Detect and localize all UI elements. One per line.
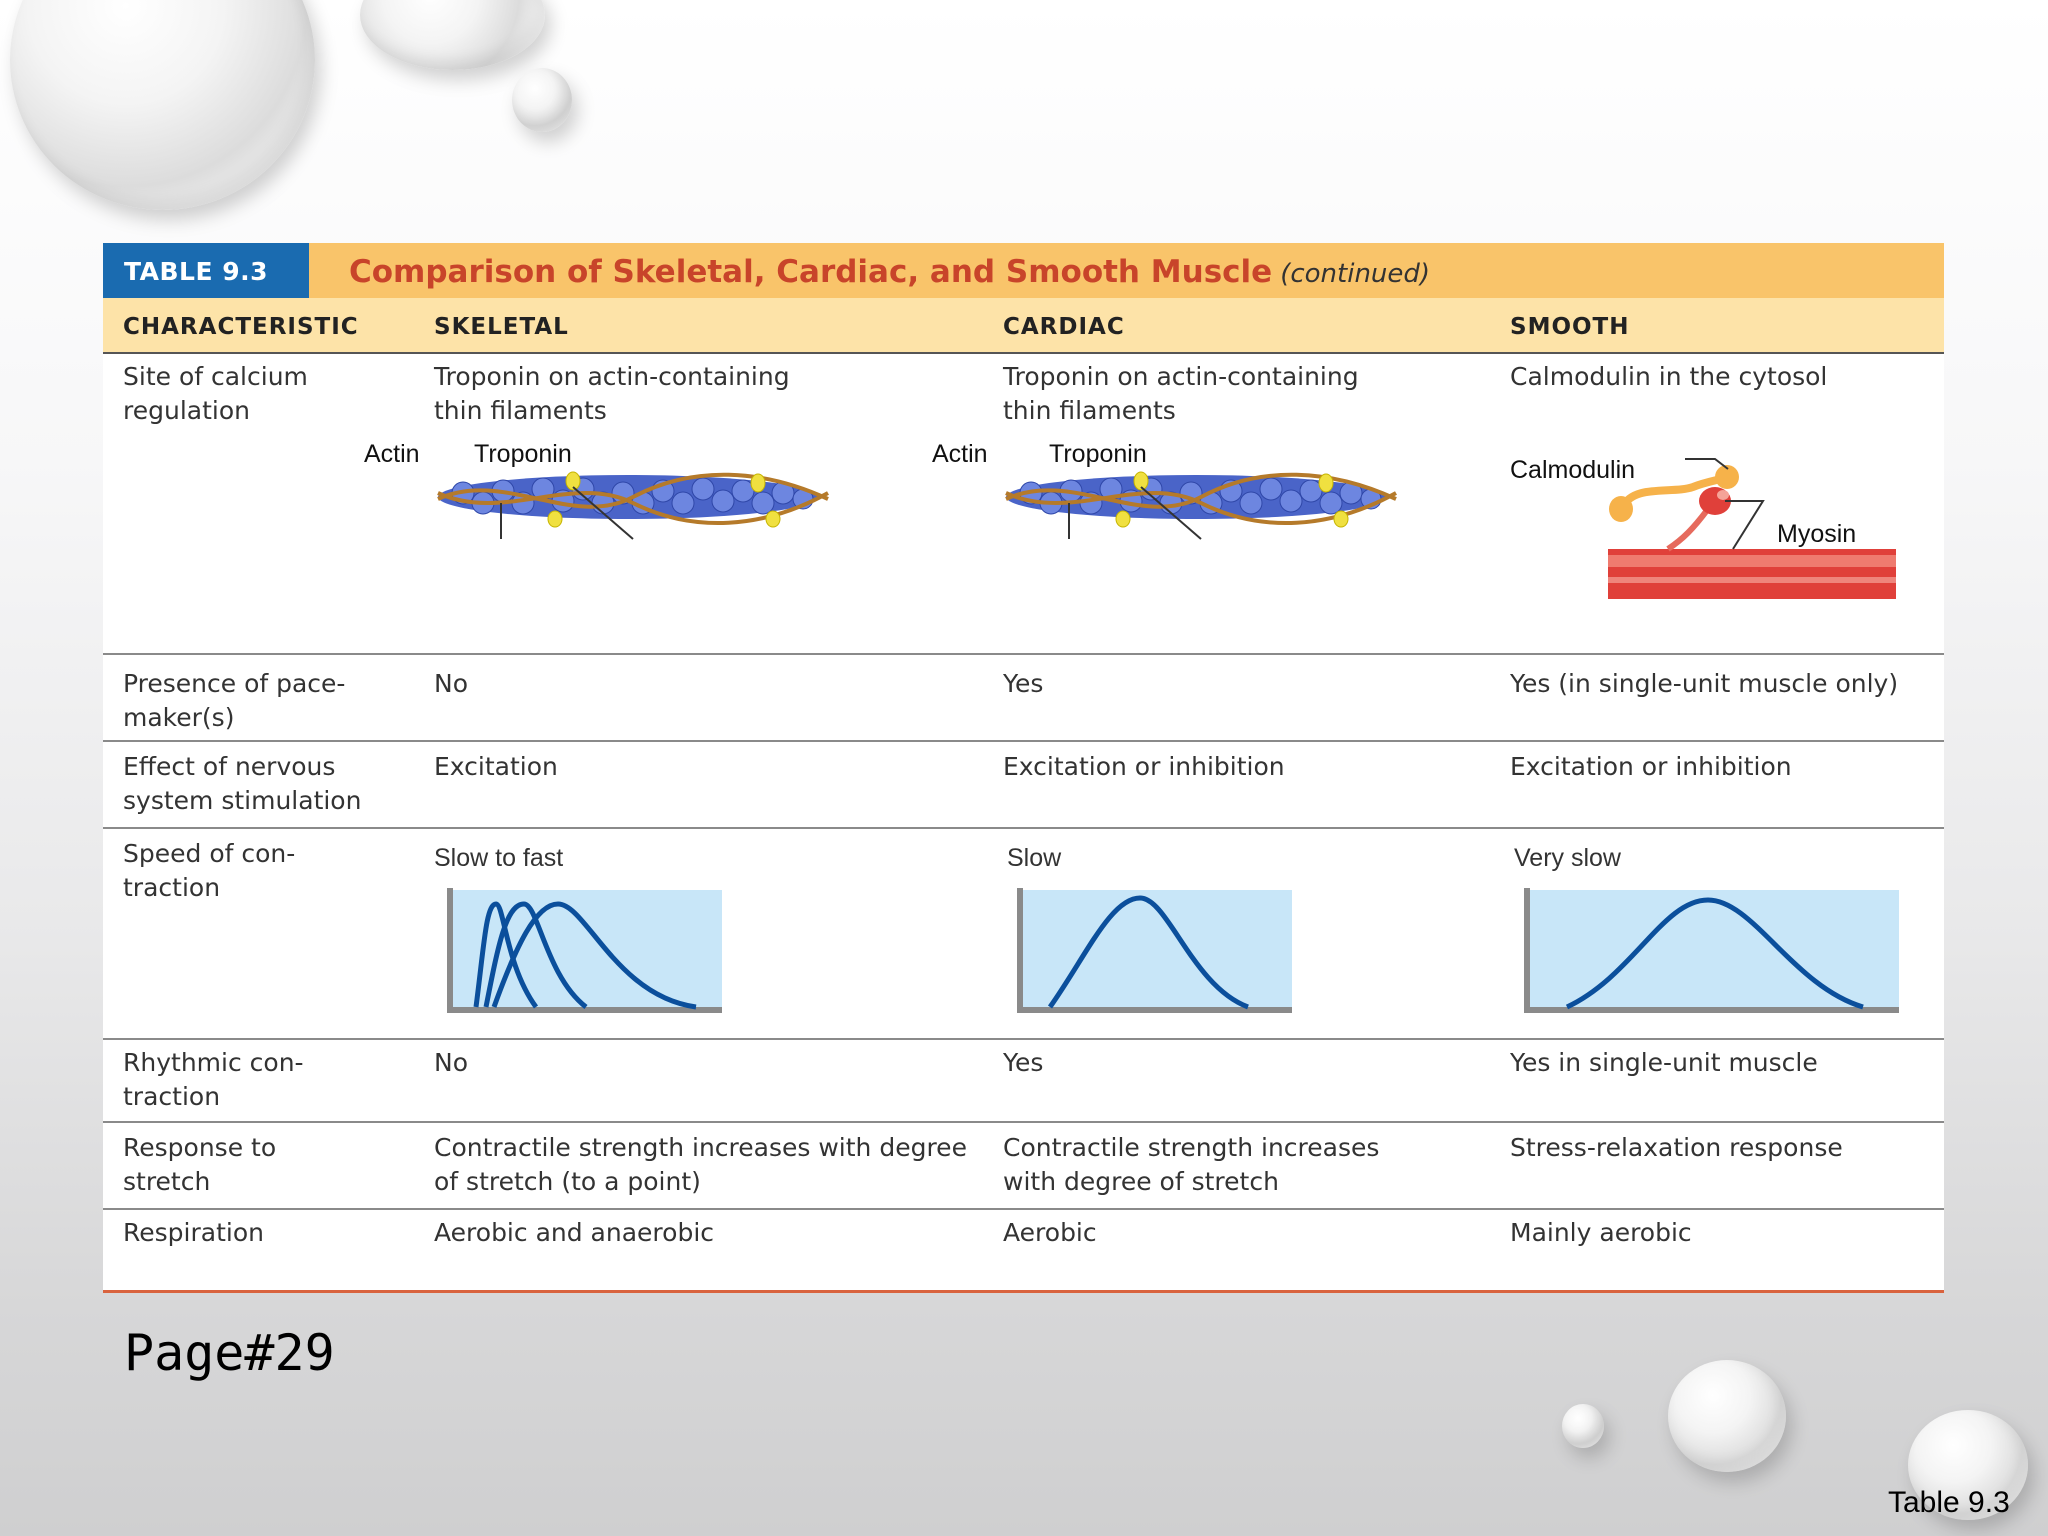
table-title — [349, 243, 1430, 298]
cell-characteristic: Effect of nervous system stimulation — [123, 752, 362, 815]
cell-cardiac: Slow — [1007, 844, 1062, 872]
table-caption: Table 9.3 — [1888, 1486, 2010, 1519]
cell-cardiac: Yes — [1003, 669, 1044, 698]
cell-skeletal: Contractile strength increases with degree of stretch (to a point) — [434, 1133, 967, 1196]
table-label: TABLE 9.3 — [103, 243, 309, 298]
cell-characteristic: Speed of con-traction — [123, 839, 296, 902]
cell-cardiac: Yes — [1003, 1048, 1044, 1077]
cell-smooth: Yes (in single-unit muscle only) — [1510, 669, 1899, 698]
cell-cardiac: Aerobic — [1003, 1218, 1097, 1247]
skeletal-thin-filament-diagram — [433, 459, 833, 544]
cell-skeletal: No — [434, 669, 468, 698]
table-row — [103, 829, 1944, 1040]
table-title-text: Comparison of Skeletal, Cardiac, and Smooth Muscle — [349, 254, 1273, 290]
troponin-label: Troponin — [474, 440, 572, 468]
cell-smooth: Yes in single-unit muscle — [1510, 1048, 1818, 1077]
page-number: Page#29 — [124, 1324, 335, 1382]
cell-cardiac: Troponin on actin-containing thin filaments — [1003, 362, 1359, 425]
cell-smooth: Very slow — [1514, 844, 1621, 872]
calmodulin-label: Calmodulin — [1510, 456, 1636, 484]
cell-skeletal: Excitation — [434, 752, 558, 781]
cell-smooth: Mainly aerobic — [1510, 1218, 1692, 1247]
cell-smooth: Calmodulin in the cytosol — [1510, 362, 1828, 391]
header-skeletal: SKELETAL — [434, 314, 569, 340]
comparison-table — [103, 243, 1944, 1293]
header-smooth: SMOOTH — [1510, 314, 1630, 340]
table-row — [103, 655, 1944, 742]
cell-skeletal: Slow to fast — [434, 844, 564, 872]
smooth-twitch-graph — [1523, 886, 1908, 1021]
table-row — [103, 1123, 1944, 1210]
water-drop-decoration — [512, 68, 572, 132]
cell-cardiac: Excitation or inhibition — [1003, 752, 1285, 781]
cardiac-twitch-graph — [1016, 886, 1301, 1021]
cell-characteristic: Site of calcium regulation — [123, 362, 308, 425]
cell-skeletal: Aerobic and anaerobic — [434, 1218, 715, 1247]
cell-skeletal: Troponin on actin-containing thin filaments — [434, 362, 790, 425]
myosin-pointer-line — [1725, 501, 1763, 549]
header-cardiac: CARDIAC — [1003, 314, 1125, 340]
header-characteristic: CHARACTERISTIC — [123, 314, 359, 340]
cell-characteristic: Presence of pace-maker(s) — [123, 669, 346, 732]
table-row — [103, 1040, 1944, 1123]
cell-smooth: Stress-relaxation response — [1510, 1133, 1843, 1162]
calmodulin-lobe — [1609, 496, 1633, 522]
water-drop-decoration — [1562, 1404, 1604, 1448]
cell-cardiac: Contractile strength increases with degree of stretch — [1003, 1133, 1380, 1196]
cell-skeletal: No — [434, 1048, 468, 1077]
myosin-label: Myosin — [1777, 520, 1857, 548]
table-row — [103, 742, 1944, 829]
table-row — [103, 1210, 1944, 1288]
myosin-tail — [1668, 509, 1708, 549]
water-drop-decoration — [10, 0, 315, 210]
cell-characteristic: Response to stretch — [123, 1133, 277, 1196]
actin-label: Actin — [932, 440, 988, 468]
skeletal-twitch-graph — [446, 886, 731, 1021]
actin-label: Actin — [364, 440, 420, 468]
cell-characteristic: Respiration — [123, 1218, 264, 1247]
cell-characteristic: Rhythmic con-traction — [123, 1048, 304, 1111]
table-header-row — [103, 298, 1944, 354]
cell-smooth: Excitation or inhibition — [1510, 752, 1792, 781]
calmodulin-myosin-diagram — [1603, 449, 1943, 599]
troponin-label: Troponin — [1049, 440, 1147, 468]
water-drop-decoration — [1668, 1360, 1786, 1472]
table-row — [103, 354, 1944, 655]
cardiac-thin-filament-diagram — [1001, 459, 1401, 544]
water-drop-decoration — [360, 0, 545, 70]
table-title-suffix: (continued) — [1280, 259, 1431, 289]
